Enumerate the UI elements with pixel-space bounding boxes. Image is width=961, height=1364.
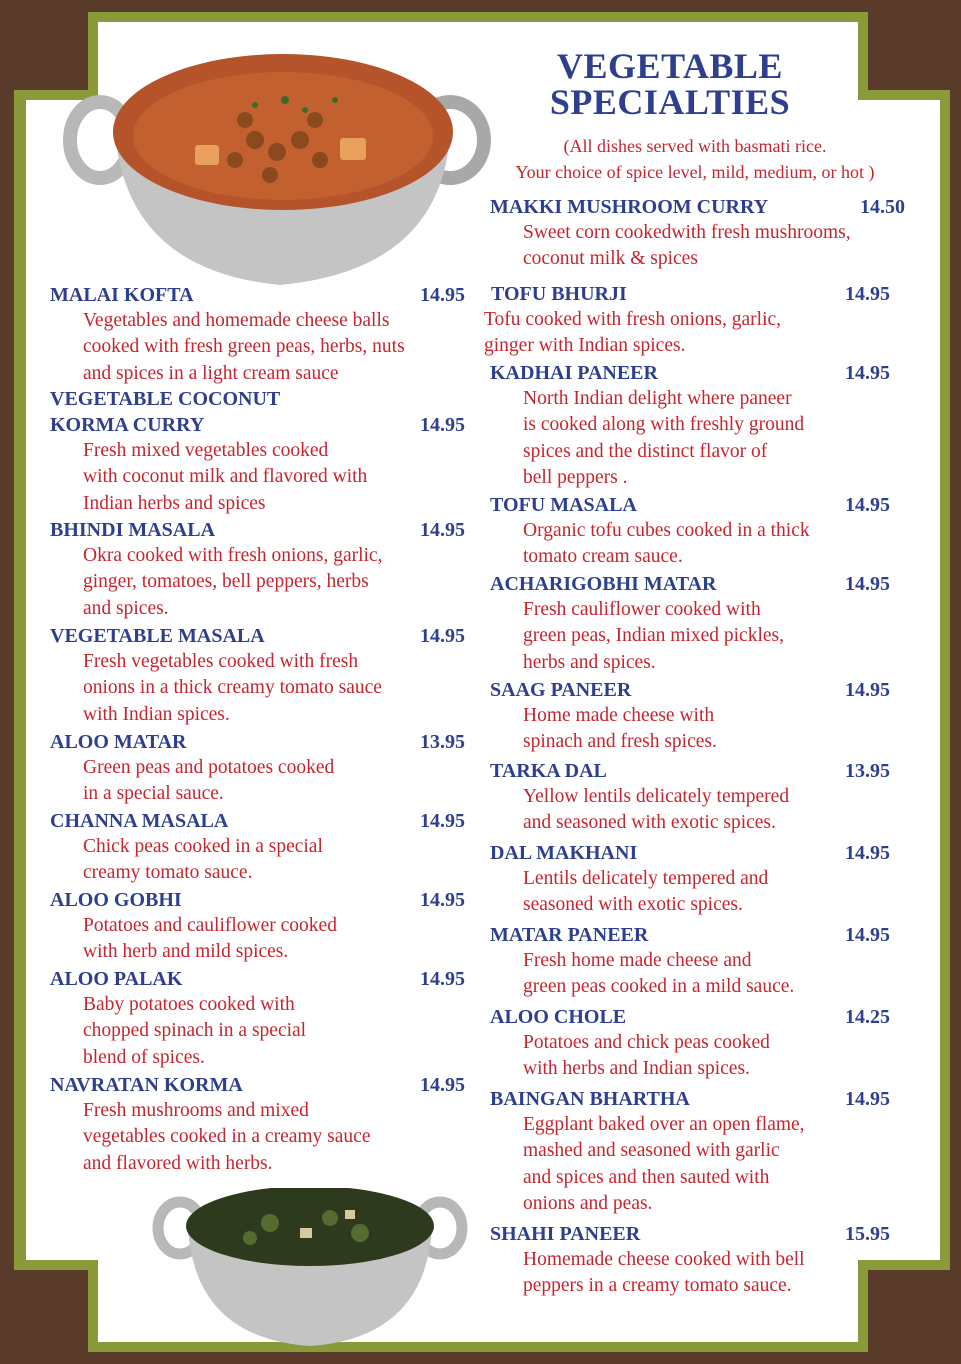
item-name: VEGETABLE COCONUT KORMA CURRY: [50, 388, 281, 436]
item-name: TOFU BHURJI: [491, 283, 627, 305]
item-price: 14.95: [845, 494, 890, 516]
item-description: Tofu cooked with fresh onions, garlic, ginger with Indian spices.: [484, 309, 782, 357]
item-name: MATAR PANEER: [490, 924, 649, 946]
item-description: Baby potatoes cooked with chopped spinach in a special blend of spices.: [83, 994, 307, 1068]
menu-item-aloo-gobhi: [50, 887, 480, 966]
item-description: Chick peas cooked in a special creamy tomato sauce.: [83, 836, 323, 884]
menu-item-bhindi-masala: [50, 517, 480, 622]
item-name: BAINGAN BHARTHA: [490, 1088, 690, 1110]
item-price: 14.95: [420, 625, 465, 647]
item-price: 14.95: [845, 362, 890, 384]
item-description: Organic tofu cubes cooked in a thick tomato cream sauce.: [523, 520, 810, 568]
item-name: MALAI KOFTA: [50, 284, 194, 306]
menu-item-baingan-bhartha: [490, 1086, 920, 1218]
menu-item-malai-kofta: [50, 282, 480, 387]
item-price: 14.95: [845, 283, 890, 305]
item-description: Potatoes and cauliflower cooked with herb and mild spices.: [83, 915, 337, 963]
item-description: Sweet corn cookedwith fresh mushrooms, coconut milk & spices: [523, 222, 851, 270]
item-description: North Indian delight where paneer is cooked along with freshly ground spices and the distinct flavor of bell peppers .: [523, 388, 805, 489]
menu-item-kadhai-paneer: [490, 360, 920, 492]
item-price: 14.95: [420, 889, 465, 911]
menu-item-aloo-matar: [50, 729, 480, 808]
item-description: Fresh mixed vegetables cooked with coconut milk and flavored with Indian herbs and spices: [83, 440, 368, 514]
item-description: Lentils delicately tempered and seasoned with exotic spices.: [523, 868, 769, 916]
item-name: ALOO CHOLE: [490, 1006, 627, 1028]
subtitle-line-1: (All dishes served with basmati rice.: [563, 136, 827, 156]
item-price: 14.95: [845, 842, 890, 864]
item-name: DAL MAKHANI: [490, 842, 638, 864]
item-description: Home made cheese with spinach and fresh spices.: [523, 705, 717, 753]
title-line-1: VEGETABLE: [557, 46, 783, 86]
menu-item-makki-mushroom-curry: [490, 194, 920, 273]
menu-item-tofu-bhurji: [484, 281, 914, 360]
menu-item-tofu-masala: [490, 492, 920, 571]
item-price: 14.95: [845, 679, 890, 701]
item-price: 14.95: [420, 810, 465, 832]
item-price: 14.95: [845, 1088, 890, 1110]
item-name: ALOO GOBHI: [50, 889, 182, 911]
item-description: Fresh mushrooms and mixed vegetables cooked in a creamy sauce and flavored with herbs.: [83, 1100, 371, 1174]
item-description: Yellow lentils delicately tempered and seasoned with exotic spices.: [523, 786, 790, 834]
menu-item-dal-makhani: [490, 840, 920, 919]
item-name: MAKKI MUSHROOM CURRY: [490, 196, 769, 218]
menu-item-aloo-chole: [490, 1004, 920, 1083]
item-name: KADHAI PANEER: [490, 362, 658, 384]
menu-item-vegetable-coconut-korma: [50, 386, 480, 517]
menu-title: [520, 48, 820, 120]
item-description: Green peas and potatoes cooked in a special sauce.: [83, 757, 335, 805]
menu-item-tarka-dal: [490, 758, 920, 837]
item-price: 14.50: [860, 196, 905, 218]
menu-item-matar-paneer: [490, 922, 920, 1001]
subtitle-line-2: Your choice of spice level, mild, medium, or hot ): [515, 162, 875, 182]
menu-subtitle: [480, 133, 910, 185]
item-description: Vegetables and homemade cheese balls cooked with fresh green peas, herbs, nuts and spices in a light cream sauce: [83, 310, 405, 384]
item-price: 14.95: [420, 519, 465, 541]
item-price: 14.95: [420, 414, 465, 436]
menu-item-navratan-korma: [50, 1072, 480, 1177]
menu-item-shahi-paneer: [490, 1221, 920, 1300]
item-price: 14.25: [845, 1006, 890, 1028]
item-name: TARKA DAL: [490, 760, 607, 782]
item-description: Okra cooked with fresh onions, garlic, ginger, tomatoes, bell peppers, herbs and spices.: [83, 545, 383, 619]
item-price: 13.95: [420, 731, 465, 753]
item-name: NAVRATAN KORMA: [50, 1074, 243, 1096]
item-name: ACHARIGOBHI MATAR: [490, 573, 717, 595]
menu-item-vegetable-masala: [50, 623, 480, 728]
curry-bowl-image: [55, 40, 495, 290]
menu-item-saag-paneer: [490, 677, 920, 756]
item-description: Fresh home made cheese and green peas cooked in a mild sauce.: [523, 950, 795, 998]
item-description: Fresh vegetables cooked with fresh onions in a thick creamy tomato sauce with Indian spices.: [83, 651, 382, 725]
saag-bowl-image: [150, 1188, 470, 1348]
item-price: 14.95: [420, 968, 465, 990]
menu-item-aloo-palak: [50, 966, 480, 1071]
item-description: Potatoes and chick peas cooked with herbs and Indian spices.: [523, 1032, 770, 1080]
item-price: 14.95: [420, 1074, 465, 1096]
item-name: TOFU MASALA: [490, 494, 637, 516]
title-line-2: SPECIALTIES: [549, 82, 791, 122]
menu-item-acharigobhi-matar: [490, 571, 920, 676]
item-description: Eggplant baked over an open flame, mashed and seasoned with garlic and spices and then sauted with onions and peas.: [523, 1114, 805, 1215]
item-name: CHANNA MASALA: [50, 810, 229, 832]
item-price: 14.95: [420, 284, 465, 306]
item-name: ALOO PALAK: [50, 968, 183, 990]
item-price: 14.95: [845, 573, 890, 595]
item-price: 13.95: [845, 760, 890, 782]
item-name: VEGETABLE MASALA: [50, 625, 265, 647]
item-description: Fresh cauliflower cooked with green peas, Indian mixed pickles, herbs and spices.: [523, 599, 784, 673]
item-name: SHAHI PANEER: [490, 1223, 641, 1245]
menu-item-channa-masala: [50, 808, 480, 887]
item-description: Homemade cheese cooked with bell peppers in a creamy tomato sauce.: [523, 1249, 805, 1297]
item-name: ALOO MATAR: [50, 731, 187, 753]
item-price: 14.95: [845, 924, 890, 946]
item-price: 15.95: [845, 1223, 890, 1245]
item-name: BHINDI MASALA: [50, 519, 216, 541]
item-name: SAAG PANEER: [490, 679, 632, 701]
